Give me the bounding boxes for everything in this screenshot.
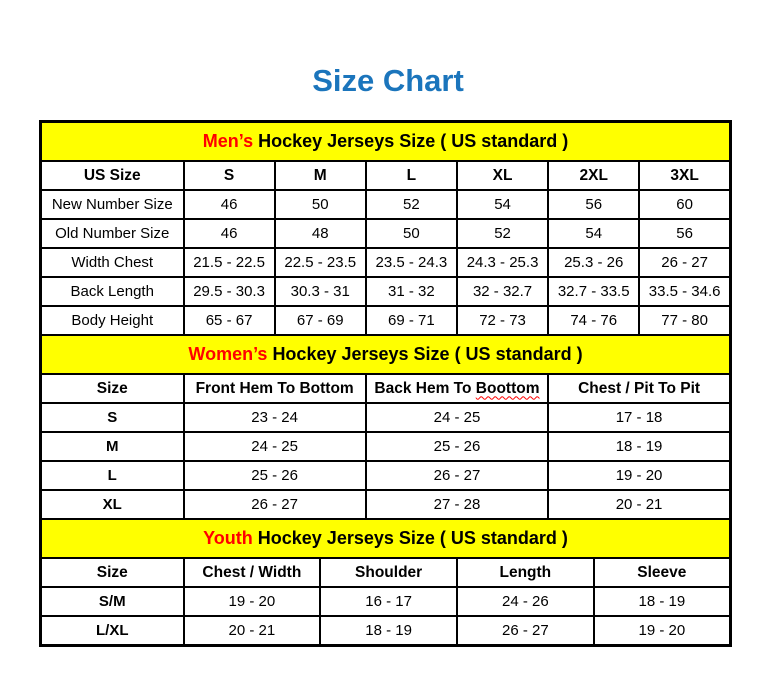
value-cell: 17 - 18 (548, 403, 730, 432)
value-cell: 18 - 19 (320, 616, 457, 646)
size-chart-table (39, 120, 732, 647)
table-row (41, 277, 731, 306)
row-label-cell: L/XL (41, 616, 184, 646)
mens-title-rest: Hockey Jerseys Size ( US standard ) (258, 131, 569, 151)
table-row (41, 616, 731, 646)
womens-title-rest: Hockey Jerseys Size ( US standard ) (272, 344, 583, 364)
header-cell: 3XL (639, 161, 730, 190)
header-cell: Length (457, 558, 594, 587)
value-cell: 26 - 27 (366, 461, 548, 490)
value-cell: 54 (457, 190, 548, 219)
value-cell: 19 - 20 (184, 587, 321, 616)
row-label-cell: Width Chest (41, 248, 184, 277)
value-cell: 26 - 27 (184, 490, 366, 519)
header-cell: Chest / Pit To Pit (548, 374, 730, 403)
value-cell: 50 (366, 219, 457, 248)
value-cell: 29.5 - 30.3 (184, 277, 275, 306)
value-cell: 24 - 26 (457, 587, 594, 616)
value-cell: 31 - 32 (366, 277, 457, 306)
row-label-cell: S (41, 403, 184, 432)
row-label-cell: Back Length (41, 277, 184, 306)
value-cell: 67 - 69 (275, 306, 366, 335)
table-row (41, 587, 731, 616)
value-cell: 52 (457, 219, 548, 248)
youth-title-rest: Hockey Jerseys Size ( US standard ) (257, 528, 568, 548)
value-cell: 33.5 - 34.6 (639, 277, 730, 306)
row-label-cell: New Number Size (41, 190, 184, 219)
row-label-cell: Old Number Size (41, 219, 184, 248)
value-cell: 21.5 - 22.5 (184, 248, 275, 277)
youth-section-band (41, 519, 731, 558)
header-cell (366, 374, 548, 403)
header-cell: Shoulder (320, 558, 457, 587)
header-cell: Size (41, 558, 184, 587)
value-cell: 46 (184, 219, 275, 248)
table-row (41, 432, 731, 461)
value-cell: 74 - 76 (548, 306, 639, 335)
womens-header-row (41, 374, 731, 403)
value-cell: 19 - 20 (548, 461, 730, 490)
womens-highlight: Women’s (188, 344, 268, 364)
row-label-cell: L (41, 461, 184, 490)
mens-section-title (41, 122, 731, 162)
table-row (41, 248, 731, 277)
header-cell: Chest / Width (184, 558, 321, 587)
header-cell: 2XL (548, 161, 639, 190)
womens-section-title (41, 335, 731, 374)
header-cell: L (366, 161, 457, 190)
value-cell: 20 - 21 (548, 490, 730, 519)
misspelled-word: Boottom (475, 379, 540, 397)
table-row (41, 306, 731, 335)
value-cell: 20 - 21 (184, 616, 321, 646)
mens-header-row (41, 161, 731, 190)
value-cell: 23.5 - 24.3 (366, 248, 457, 277)
value-cell: 24 - 25 (184, 432, 366, 461)
value-cell: 18 - 19 (548, 432, 730, 461)
value-cell: 27 - 28 (366, 490, 548, 519)
value-cell: 52 (366, 190, 457, 219)
value-cell: 54 (548, 219, 639, 248)
value-cell: 48 (275, 219, 366, 248)
value-cell: 56 (639, 219, 730, 248)
value-cell: 30.3 - 31 (275, 277, 366, 306)
row-label-cell: XL (41, 490, 184, 519)
table-row (41, 219, 731, 248)
header-text: Back Hem To (374, 379, 472, 397)
value-cell: 25 - 26 (184, 461, 366, 490)
value-cell: 24.3 - 25.3 (457, 248, 548, 277)
row-label-cell: Body Height (41, 306, 184, 335)
youth-highlight: Youth (203, 528, 253, 548)
value-cell: 60 (639, 190, 730, 219)
table-row (41, 490, 731, 519)
page-title: Size Chart (312, 63, 464, 98)
value-cell: 22.5 - 23.5 (275, 248, 366, 277)
row-label-cell: S/M (41, 587, 184, 616)
youth-header-row (41, 558, 731, 587)
value-cell: 19 - 20 (594, 616, 731, 646)
value-cell: 25.3 - 26 (548, 248, 639, 277)
mens-highlight: Men’s (202, 131, 254, 151)
value-cell: 32 - 32.7 (457, 277, 548, 306)
table-row (41, 461, 731, 490)
table-row (41, 403, 731, 432)
header-cell: XL (457, 161, 548, 190)
value-cell: 16 - 17 (320, 587, 457, 616)
value-cell: 32.7 - 33.5 (548, 277, 639, 306)
header-cell: Front Hem To Bottom (184, 374, 366, 403)
value-cell: 50 (275, 190, 366, 219)
value-cell: 72 - 73 (457, 306, 548, 335)
value-cell: 26 - 27 (457, 616, 594, 646)
row-label-cell: M (41, 432, 184, 461)
value-cell: 26 - 27 (639, 248, 730, 277)
header-cell: US Size (41, 161, 184, 190)
table-row (41, 190, 731, 219)
value-cell: 18 - 19 (594, 587, 731, 616)
mens-section-band (41, 122, 731, 162)
header-cell: S (184, 161, 275, 190)
value-cell: 24 - 25 (366, 403, 548, 432)
youth-section-title (41, 519, 731, 558)
value-cell: 77 - 80 (639, 306, 730, 335)
value-cell: 25 - 26 (366, 432, 548, 461)
value-cell: 23 - 24 (184, 403, 366, 432)
value-cell: 69 - 71 (366, 306, 457, 335)
value-cell: 46 (184, 190, 275, 219)
womens-section-band (41, 335, 731, 374)
header-cell: M (275, 161, 366, 190)
value-cell: 65 - 67 (184, 306, 275, 335)
header-cell: Size (41, 374, 184, 403)
value-cell: 56 (548, 190, 639, 219)
header-cell: Sleeve (594, 558, 731, 587)
